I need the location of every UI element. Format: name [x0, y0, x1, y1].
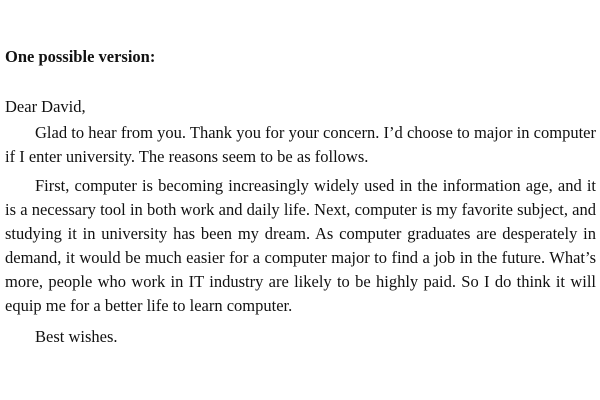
letter-salutation: Dear David, — [5, 97, 86, 116]
letter-closing: Best wishes. — [35, 327, 118, 346]
version-heading: One possible version: — [5, 47, 156, 66]
letter-paragraph-2: First, computer is becoming increasingly widely used in the information age, and it is a necessary tool in both work and daily life. Next, computer is my favorite subject, and studying it in university has been my dream. As computer graduates are desperately in demand, it would be much easier for a computer major to find a job in the future. What’s more, people who work in IT industry are likely to be highly paid. So I do think it will equip me for a better life to learn computer. — [5, 176, 596, 315]
letter-paragraph-1: Glad to hear from you. Thank you for your concern. I’d choose to major in computer if I enter university. The reasons seem to be as follows. — [5, 123, 596, 166]
